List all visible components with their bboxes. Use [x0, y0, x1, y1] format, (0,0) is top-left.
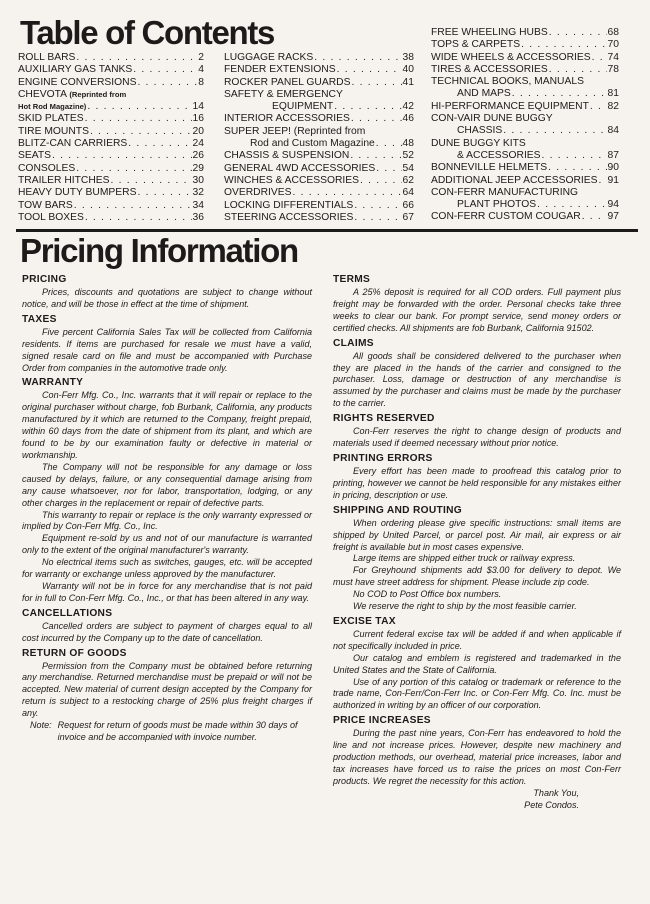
pricing-column-right: [333, 271, 621, 812]
toc-entry: [224, 64, 414, 76]
toc-entry-page: 34: [192, 199, 204, 211]
toc-entry-leader: [52, 150, 192, 162]
toc-entry-label: [431, 138, 619, 150]
toc-entry-page: 29: [192, 162, 204, 174]
toc-entry-label-text: TRAILER HITCHES: [18, 174, 110, 186]
toc-entry-label-text: TOW BARS: [18, 199, 73, 211]
toc-entry: [224, 52, 414, 64]
toc-entry-label-cont: Hot Rod Magazine): [18, 102, 87, 112]
toc-entry: [18, 52, 204, 64]
toc-entry-page: 84: [607, 125, 619, 137]
toc-entry-leader: [512, 88, 607, 100]
section-heading: EXCISE TAX: [333, 615, 396, 627]
toc-entry-leader: [542, 150, 607, 162]
toc-entry: [224, 77, 414, 89]
toc-entry-page: 20: [192, 125, 204, 137]
section-paragraph: Current federal excise tax will be added if and when applicable if not specifically included in price.: [333, 628, 621, 651]
toc-entry-label-text: CONSOLES: [18, 162, 76, 174]
toc-entry-label-cont: PLANT PHOTOS: [457, 199, 537, 211]
toc-entry-label-text: INTERIOR ACCESSORIES: [224, 113, 350, 125]
return-note: [22, 720, 312, 744]
toc-entry-label-cont: EQUIPMENT: [272, 101, 334, 113]
toc-entry-leader: [350, 150, 401, 162]
section-heading: RETURN OF GOODS: [22, 647, 127, 659]
toc-entry: [18, 163, 204, 175]
toc-entry-leader: [549, 64, 607, 76]
toc-entry-page: 87: [607, 149, 619, 161]
toc-entry: [18, 138, 204, 150]
toc-entry-label-text: CON-FERR CUSTOM COUGAR: [431, 211, 581, 223]
toc-entry-page: 4: [198, 64, 204, 76]
toc-entry-leader: [314, 52, 401, 64]
toc-entry-leader: [376, 138, 402, 150]
toc-entry-leader: [76, 163, 191, 175]
toc-entry: [18, 150, 204, 162]
toc-entry-label-text: STEERING ACCESSORIES: [224, 211, 354, 223]
toc-column-3: [431, 27, 619, 224]
toc-entry: [431, 199, 619, 211]
toc-entry: [431, 125, 619, 137]
section-paragraph: For Greyhound shipments add $3.00 for delivery to depot. We must have street address for shipment. Please include zip code.: [333, 565, 621, 588]
toc-entry-leader: [87, 101, 191, 113]
toc-entry-page: 8: [198, 76, 204, 88]
toc-entry-label-text: HI-PERFORMANCE EQUIPMENT: [431, 100, 589, 112]
toc-entry-page: 14: [192, 101, 204, 113]
toc-entry-label-text: CHASSIS & SUSPENSION: [224, 150, 350, 162]
toc-entry-label-text: FENDER EXTENSIONS: [224, 64, 336, 76]
toc-entry-leader: [354, 200, 401, 212]
section-paragraph: The Company will not be responsible for any damage or loss caused by delays, failure, or any consequential damage arising from any cause whatsoever, nor for labor, transportation, lodging, or any other charges in the replacement or repair of defective parts.: [22, 461, 312, 508]
toc-entry-label-text: LOCKING DIFFERENTIALS: [224, 199, 354, 211]
toc-entry-leader: [548, 162, 606, 174]
toc-entry: [224, 187, 414, 199]
section-heading: PRICING: [22, 274, 67, 285]
section-paragraph: Warranty will not be in force for any merchandise that is not paid for in full to Con-Ferr Mfg. Co., Inc., or that has been altered in any way.: [22, 580, 312, 603]
toc-entry-page: 78: [607, 63, 619, 75]
section-paragraph: No electrical items such as switches, gauges, etc. will be accepted for warranty or exchange unless approved by the manufacturer.: [22, 557, 312, 580]
toc-entry: [18, 187, 204, 199]
toc-entry-label-text: DUNE BUGGY KITS: [431, 137, 526, 149]
section-heading: CANCELLATIONS: [22, 607, 113, 619]
toc-entry-label: [431, 113, 619, 125]
toc-entry-page: 74: [607, 51, 619, 63]
toc-entry: [224, 175, 414, 187]
toc-entry-leader: [537, 199, 606, 211]
section-heading: TERMS: [333, 274, 371, 285]
toc-entry: [18, 64, 204, 76]
toc-entry-page: 52: [402, 150, 414, 162]
toc-entry-page: 97: [607, 211, 619, 223]
toc-entry-label-text: SAFETY & EMERGENCY: [224, 88, 343, 100]
toc-entry-label-text: CON-VAIR DUNE BUGGY: [431, 113, 553, 125]
toc-entry: [224, 113, 414, 125]
toc-entry: [431, 150, 619, 162]
toc-entry-page: 91: [607, 174, 619, 186]
toc-entry: [431, 52, 619, 64]
toc-entry-page: 30: [192, 174, 204, 186]
toc-entry-page: 48: [402, 138, 414, 150]
toc-entry-leader: [590, 101, 607, 113]
toc-entry-page: 46: [402, 113, 414, 125]
toc-entry-leader: [337, 64, 402, 76]
toc-entry-page: 40: [402, 64, 414, 76]
toc-entry-label-text: TIRES & ACCESSORIES: [431, 63, 548, 75]
toc-entry-leader: [351, 113, 402, 125]
toc-entry-leader: [592, 52, 607, 64]
section-paragraph: Every effort has been made to proofread this catalog prior to printing, however we cannot be held responsible for any mistakes either in pricing, description or use.: [333, 465, 621, 500]
toc-entry: [18, 113, 204, 125]
section-paragraph: Five percent California Sales Tax will be collected from California residents. If items are purchased for resale we must have a valid, signed resale card on file and must be accompanied with Purchase Order from companies in the automotive trade only.: [22, 326, 312, 373]
section-paragraph: Permission from the Company must be obtained before returning any merchandise. Returned merchandise must be prepaid or will not be accepted. New material of current design accepted by the Company for return is subject to a restocking charge of 25% plus freight charges if any.: [22, 660, 312, 719]
toc-entry-page: 94: [607, 199, 619, 211]
toc-entry-label-text: AUXILIARY GAS TANKS: [18, 64, 133, 76]
toc-entry-page: 24: [192, 138, 204, 150]
section-heading: WARRANTY: [22, 377, 84, 389]
toc-entry-leader: [137, 187, 191, 199]
toc-entry-label-text: TIRE MOUNTS: [18, 125, 89, 137]
toc-column-1: [18, 52, 204, 224]
toc-entry-label-text: TOPS & CARPETS: [431, 39, 521, 51]
toc-entry: [224, 212, 414, 224]
signoff-thanks: Thank You,: [533, 787, 579, 798]
section-paragraph: This warranty to repair or replace is the only warranty expressed or implied by Con-Ferr Mfg. Co., Inc.: [22, 509, 312, 532]
section-paragraph: During the past nine years, Con-Ferr has endeavored to hold the line and not increase prices. However, despite new machinery and production methods, our overhead, material price increases, labor and tax increases have forced us to raise the prices on most Con-Ferr products. We regret the necessity for this action.: [333, 728, 621, 786]
note-label: Note:: [30, 720, 52, 731]
toc-entry: [224, 138, 414, 150]
section-heading: PRINTING ERRORS: [333, 452, 433, 464]
section-paragraph: Cancelled orders are subject to payment of charges equal to all cost incurred by the Company up to the date of cancellation.: [22, 620, 312, 643]
toc-entry-label-text: SKID PLATES: [18, 113, 84, 125]
toc-entry: [18, 101, 204, 113]
toc-entry-label: [18, 89, 204, 101]
section-heading: SHIPPING AND ROUTING: [333, 504, 463, 516]
toc-entry-label-text: LUGGAGE RACKS: [224, 52, 314, 63]
toc-entry: [18, 77, 204, 89]
section-paragraph: All goods shall be considered delivered to the purchaser when they are placed in the hands of the carrier and consigned to the purchaser. Loss, damage or destruction of any merchandise is assumed by the purchaser and claims must be made by the purchaser to the carrier.: [333, 350, 621, 409]
section-paragraph: Use of any portion of this catalog or trademark or reference to the trade name, Con-Ferr/Con-Ferr Inc. or Con-Ferr Mfg. Co. Inc. must be authorized in writing by an officer of our corporation.: [333, 676, 621, 711]
toc-entry-label-text: TECHNICAL BOOKS, MANUALS: [431, 76, 584, 88]
toc-entry-label-text: WINCHES & ACCESSORIES: [224, 174, 360, 186]
toc-entry-label-text: CON-FERR MANUFACTURING: [431, 186, 579, 198]
toc-entry-label-text: FREE WHEELING HUBS: [431, 27, 548, 38]
toc-entry-page: 81: [607, 88, 619, 100]
toc-entry-page: 2: [198, 52, 204, 63]
toc-entry-label: [224, 126, 414, 138]
toc-entry: [18, 200, 204, 212]
toc-entry-leader: [137, 77, 197, 89]
toc-entry-leader: [354, 212, 401, 224]
signoff-name: Pete Condos.: [524, 799, 579, 810]
toc-entry-leader: [111, 175, 192, 187]
toc-entry: [224, 101, 414, 113]
toc-entry-page: 62: [402, 174, 414, 186]
toc-entry-leader: [376, 163, 401, 175]
toc-entry: [431, 39, 619, 51]
toc-entry-page: 66: [402, 199, 414, 211]
toc-entry-leader: [128, 138, 191, 150]
toc-entry-leader: [85, 212, 192, 224]
section-paragraph: No COD to Post Office box numbers.: [353, 589, 502, 600]
toc-entry-leader: [133, 64, 197, 76]
toc-entry-leader: [293, 187, 402, 199]
toc-entry: [18, 126, 204, 138]
section-paragraph: Con-Ferr reserves the right to change design of products and materials used if deemed necessary without prior notice.: [333, 426, 621, 449]
toc-entry-leader: [599, 175, 607, 187]
toc-entry-page: 36: [192, 211, 204, 223]
toc-entry-label-text: ROLL BARS: [18, 52, 76, 63]
toc-entry-leader: [503, 125, 606, 137]
toc-entry-label-text: WIDE WHEELS & ACCESSORIES: [431, 51, 591, 63]
toc-entry-label-cont: & ACCESSORIES: [457, 149, 541, 161]
toc-entry: [224, 150, 414, 162]
section-paragraph: A 25% deposit is required for all COD orders. Full payment plus freight may be forwarded with the order. Personal checks take three weeks to clear our bank. For prompt service, send money orders or certified checks. All shipments are fob Burbank, California 91502.: [333, 287, 621, 333]
toc-entry-label-cont: AND MAPS: [457, 88, 511, 100]
pricing-title: Pricing Information: [20, 232, 298, 269]
toc-entry-leader: [85, 113, 192, 125]
toc-entry-leader: [334, 101, 401, 113]
toc-entry-label-text: ADDITIONAL JEEP ACCESSORIES: [431, 174, 598, 186]
toc-entry-page: 64: [402, 187, 414, 199]
toc-entry-leader: [360, 175, 402, 187]
section-paragraph: Our catalog and emblem is registered and trademarked in the United States and the State of California.: [333, 652, 621, 675]
toc-entry-leader: [76, 52, 197, 64]
section-heading: TAXES: [22, 313, 57, 325]
toc-entry-label-text: TOOL BOXES: [18, 211, 84, 223]
toc-entry-leader: [351, 77, 401, 89]
toc-entry-label-text: SEATS: [18, 150, 51, 162]
note-text: Request for return of goods must be made within 30 days of invoice and be accompanied with invoice number.: [57, 720, 298, 742]
section-heading: RIGHTS RESERVED: [333, 413, 435, 425]
toc-entry-label-text: HEAVY DUTY BUMPERS: [18, 187, 137, 199]
section-heading: CLAIMS: [333, 337, 374, 349]
toc-entry-leader: [549, 27, 607, 39]
section-paragraph: We reserve the right to ship by the most feasible carrier.: [353, 601, 577, 612]
toc-entry-leader: [74, 200, 192, 212]
toc-entry-page: 38: [402, 52, 414, 63]
toc-entry: [431, 162, 619, 174]
toc-title: Table of Contents: [20, 14, 275, 51]
toc-entry-page: 42: [402, 101, 414, 113]
toc-entry-label: [224, 89, 414, 101]
toc-entry-note: (Reprinted from: [69, 89, 127, 99]
toc-column-2: [224, 52, 414, 224]
toc-entry-page: 16: [192, 113, 204, 125]
toc-entry: [18, 212, 204, 224]
toc-entry-label-cont: CHASSIS: [457, 125, 503, 137]
toc-entry-page: 32: [192, 187, 204, 199]
toc-entry: [224, 163, 414, 175]
toc-entry-leader: [521, 39, 606, 51]
toc-entry-page: 70: [607, 39, 619, 51]
toc-entry: [431, 88, 619, 100]
toc-entry: [224, 200, 414, 212]
toc-entry-label-text: CHEVOTA: [18, 88, 67, 100]
toc-entry-label-text: ROCKER PANEL GUARDS: [224, 76, 351, 88]
pricing-column-left: [22, 271, 312, 744]
section-paragraph: Equipment re-sold by us and not of our manufacture is warranted only to the extent of the original manufacturer's warranty.: [22, 533, 312, 556]
toc-entry: [431, 211, 619, 223]
toc-entry-label-text: ENGINE CONVERSIONS: [18, 76, 137, 88]
toc-entry-label-text: BLITZ-CAN CARRIERS: [18, 138, 128, 150]
toc-entry-leader: [582, 211, 607, 223]
toc-entry-page: 68: [607, 27, 619, 38]
toc-entry-label-text: BONNEVILLE HELMETS: [431, 162, 548, 174]
section-paragraph: Large items are shipped either truck or railway express.: [353, 553, 576, 564]
toc-entry-page: 26: [192, 150, 204, 162]
toc-entry-page: 41: [402, 76, 414, 88]
toc-entry-label-text: GENERAL 4WD ACCESSORIES: [224, 162, 376, 174]
toc-entry-page: 82: [607, 100, 619, 112]
toc-entry: [18, 175, 204, 187]
section-paragraph: When ordering please give specific instructions: small items are shipped by United Parcel, or parcel post. Air mail, air express or air freight is available but in most cases expensive.: [333, 517, 621, 552]
toc-entry-label-text: SUPER JEEP! (Reprinted from: [224, 125, 366, 137]
toc-entry-page: 67: [402, 211, 414, 223]
toc-entry: [431, 64, 619, 76]
toc-entry-label-cont: Rod and Custom Magazine: [250, 138, 375, 150]
toc-entry-label: [431, 187, 619, 199]
section-heading: PRICE INCREASES: [333, 715, 431, 727]
toc-entry-label: [431, 76, 619, 88]
toc-entry: [431, 27, 619, 39]
toc-entry: [431, 101, 619, 113]
toc-entry-leader: [90, 126, 192, 138]
toc-entry-label-text: OVERDRIVES: [224, 187, 292, 199]
toc-entry-page: 54: [402, 162, 414, 174]
toc-entry-page: 90: [607, 162, 619, 174]
toc-entry: [431, 175, 619, 187]
section-paragraph: Prices, discounts and quotations are subject to change without notice, and will be those in effect at the time of shipment.: [22, 287, 312, 309]
section-paragraph: Con-Ferr Mfg. Co., Inc. warrants that it will repair or replace to the original purchaser without charge, fob Burbank, California, any products manufactured by it which are returned to the Company, freight prepaid, within 60 days from the date of shipment from its plant, and which are found to be by our examination faulty or defective in material or workmanship.: [22, 390, 312, 460]
